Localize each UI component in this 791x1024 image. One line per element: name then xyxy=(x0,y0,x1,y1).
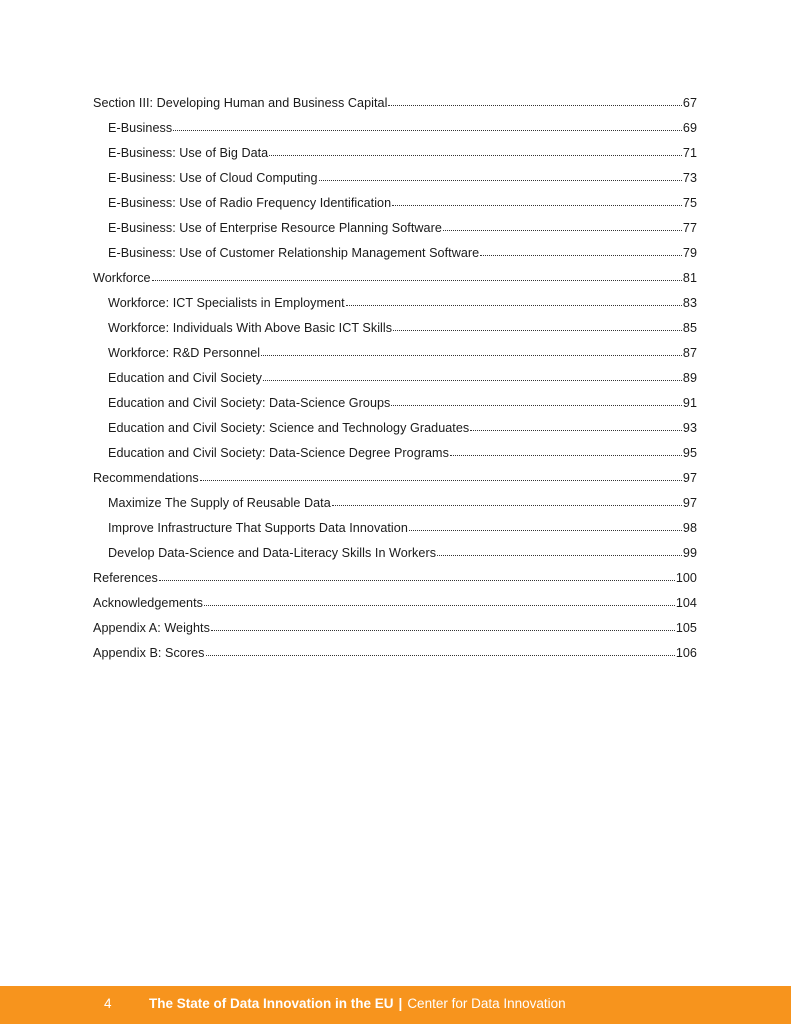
toc-entry-page: 77 xyxy=(682,221,697,235)
toc-entry-page: 75 xyxy=(682,196,697,210)
toc-entry[interactable] xyxy=(93,316,697,341)
toc-dot-leader xyxy=(206,655,675,656)
toc-dot-leader xyxy=(470,430,682,431)
toc-entry-page: 98 xyxy=(682,521,697,535)
toc-entry-page: 97 xyxy=(682,496,697,510)
toc-dot-leader xyxy=(450,455,682,456)
toc-dot-leader xyxy=(173,130,682,131)
toc-entry-page: 73 xyxy=(682,171,697,185)
toc-entry[interactable] xyxy=(93,116,697,141)
toc-entry-title: Workforce: R&D Personnel xyxy=(108,346,261,360)
toc-entry-title: Acknowledgements xyxy=(93,596,204,610)
toc-entry-title: Education and Civil Society: Data-Science Groups xyxy=(108,396,391,410)
toc-dot-leader xyxy=(480,255,682,256)
page-number: 4 xyxy=(104,996,112,1011)
toc-dot-leader xyxy=(409,530,682,531)
toc-entry-title: E-Business: Use of Radio Frequency Identification xyxy=(108,196,392,210)
toc-dot-leader xyxy=(263,380,682,381)
toc-dot-leader xyxy=(388,105,681,106)
toc-entry[interactable] xyxy=(93,341,697,366)
toc-entry-page: 83 xyxy=(682,296,697,310)
table-of-contents xyxy=(93,91,697,666)
toc-entry-page: 93 xyxy=(682,421,697,435)
footer-title-line xyxy=(149,986,566,1022)
toc-entry[interactable] xyxy=(93,166,697,191)
toc-entry[interactable] xyxy=(93,591,697,616)
toc-entry-page: 91 xyxy=(682,396,697,410)
toc-entry-title: E-Business: Use of Cloud Computing xyxy=(108,171,318,185)
toc-dot-leader xyxy=(346,305,682,306)
toc-dot-leader xyxy=(211,630,675,631)
toc-entry-title: Education and Civil Society xyxy=(108,371,262,385)
toc-entry-page: 104 xyxy=(675,596,697,610)
toc-entry-page: 95 xyxy=(682,446,697,460)
toc-entry-title: Section III: Developing Human and Business Capital xyxy=(93,96,388,110)
toc-entry-page: 81 xyxy=(682,271,697,285)
toc-entry-title: References xyxy=(93,571,158,585)
toc-dot-leader xyxy=(152,280,682,281)
toc-dot-leader xyxy=(261,355,682,356)
toc-entry[interactable] xyxy=(93,466,697,491)
report-title: The State of Data Innovation in the EU xyxy=(149,996,394,1011)
toc-entry-title: Appendix B: Scores xyxy=(93,646,205,660)
toc-dot-leader xyxy=(269,155,682,156)
toc-entry[interactable] xyxy=(93,566,697,591)
toc-entry-page: 87 xyxy=(682,346,697,360)
toc-entry-page: 99 xyxy=(682,546,697,560)
toc-entry-title: E-Business: Use of Big Data xyxy=(108,146,269,160)
toc-entry[interactable] xyxy=(93,541,697,566)
toc-entry-title: E-Business: Use of Enterprise Resource Planning Software xyxy=(108,221,442,235)
toc-dot-leader xyxy=(159,580,675,581)
toc-entry[interactable] xyxy=(93,491,697,516)
toc-entry-title: Recommendations xyxy=(93,471,199,485)
toc-entry-title: E-Business xyxy=(108,121,173,135)
toc-dot-leader xyxy=(204,605,675,606)
toc-dot-leader xyxy=(319,180,682,181)
toc-entry[interactable] xyxy=(93,391,697,416)
organization-name: Center for Data Innovation xyxy=(407,996,566,1011)
toc-entry-title: E-Business: Use of Customer Relationship Management Software xyxy=(108,246,480,260)
toc-entry[interactable] xyxy=(93,416,697,441)
toc-dot-leader xyxy=(391,405,681,406)
toc-entry-page: 69 xyxy=(682,121,697,135)
toc-dot-leader xyxy=(392,205,682,206)
toc-entry-page: 106 xyxy=(675,646,697,660)
toc-entry[interactable] xyxy=(93,191,697,216)
toc-entry-title: Improve Infrastructure That Supports Data Innovation xyxy=(108,521,408,535)
toc-entry-title: Workforce xyxy=(93,271,151,285)
toc-entry[interactable] xyxy=(93,266,697,291)
toc-entry[interactable] xyxy=(93,216,697,241)
toc-entry[interactable] xyxy=(93,241,697,266)
toc-dot-leader xyxy=(437,555,682,556)
toc-entry[interactable] xyxy=(93,641,697,666)
toc-entry-title: Education and Civil Society: Data-Science Degree Programs xyxy=(108,446,449,460)
toc-dot-leader xyxy=(393,330,682,331)
toc-entry-title: Workforce: Individuals With Above Basic ICT Skills xyxy=(108,321,393,335)
toc-entry[interactable] xyxy=(93,91,697,116)
toc-entry[interactable] xyxy=(93,516,697,541)
toc-entry-title: Develop Data-Science and Data-Literacy Skills In Workers xyxy=(108,546,437,560)
toc-dot-leader xyxy=(443,230,682,231)
toc-entry-page: 79 xyxy=(682,246,697,260)
toc-entry[interactable] xyxy=(93,291,697,316)
toc-entry[interactable] xyxy=(93,616,697,641)
toc-entry[interactable] xyxy=(93,141,697,166)
toc-entry-page: 100 xyxy=(675,571,697,585)
toc-entry[interactable] xyxy=(93,366,697,391)
toc-entry-title: Workforce: ICT Specialists in Employment xyxy=(108,296,345,310)
toc-entry-page: 71 xyxy=(682,146,697,160)
toc-entry-page: 85 xyxy=(682,321,697,335)
toc-entry-page: 89 xyxy=(682,371,697,385)
page-footer xyxy=(0,986,791,1024)
toc-entry[interactable] xyxy=(93,441,697,466)
toc-entry-title: Education and Civil Society: Science and Technology Graduates xyxy=(108,421,470,435)
toc-dot-leader xyxy=(332,505,682,506)
toc-entry-page: 97 xyxy=(682,471,697,485)
toc-dot-leader xyxy=(200,480,682,481)
toc-entry-title: Appendix A: Weights xyxy=(93,621,210,635)
footer-separator: | xyxy=(398,996,403,1011)
toc-entry-page: 67 xyxy=(682,96,697,110)
toc-entry-title: Maximize The Supply of Reusable Data xyxy=(108,496,331,510)
toc-entry-page: 105 xyxy=(675,621,697,635)
